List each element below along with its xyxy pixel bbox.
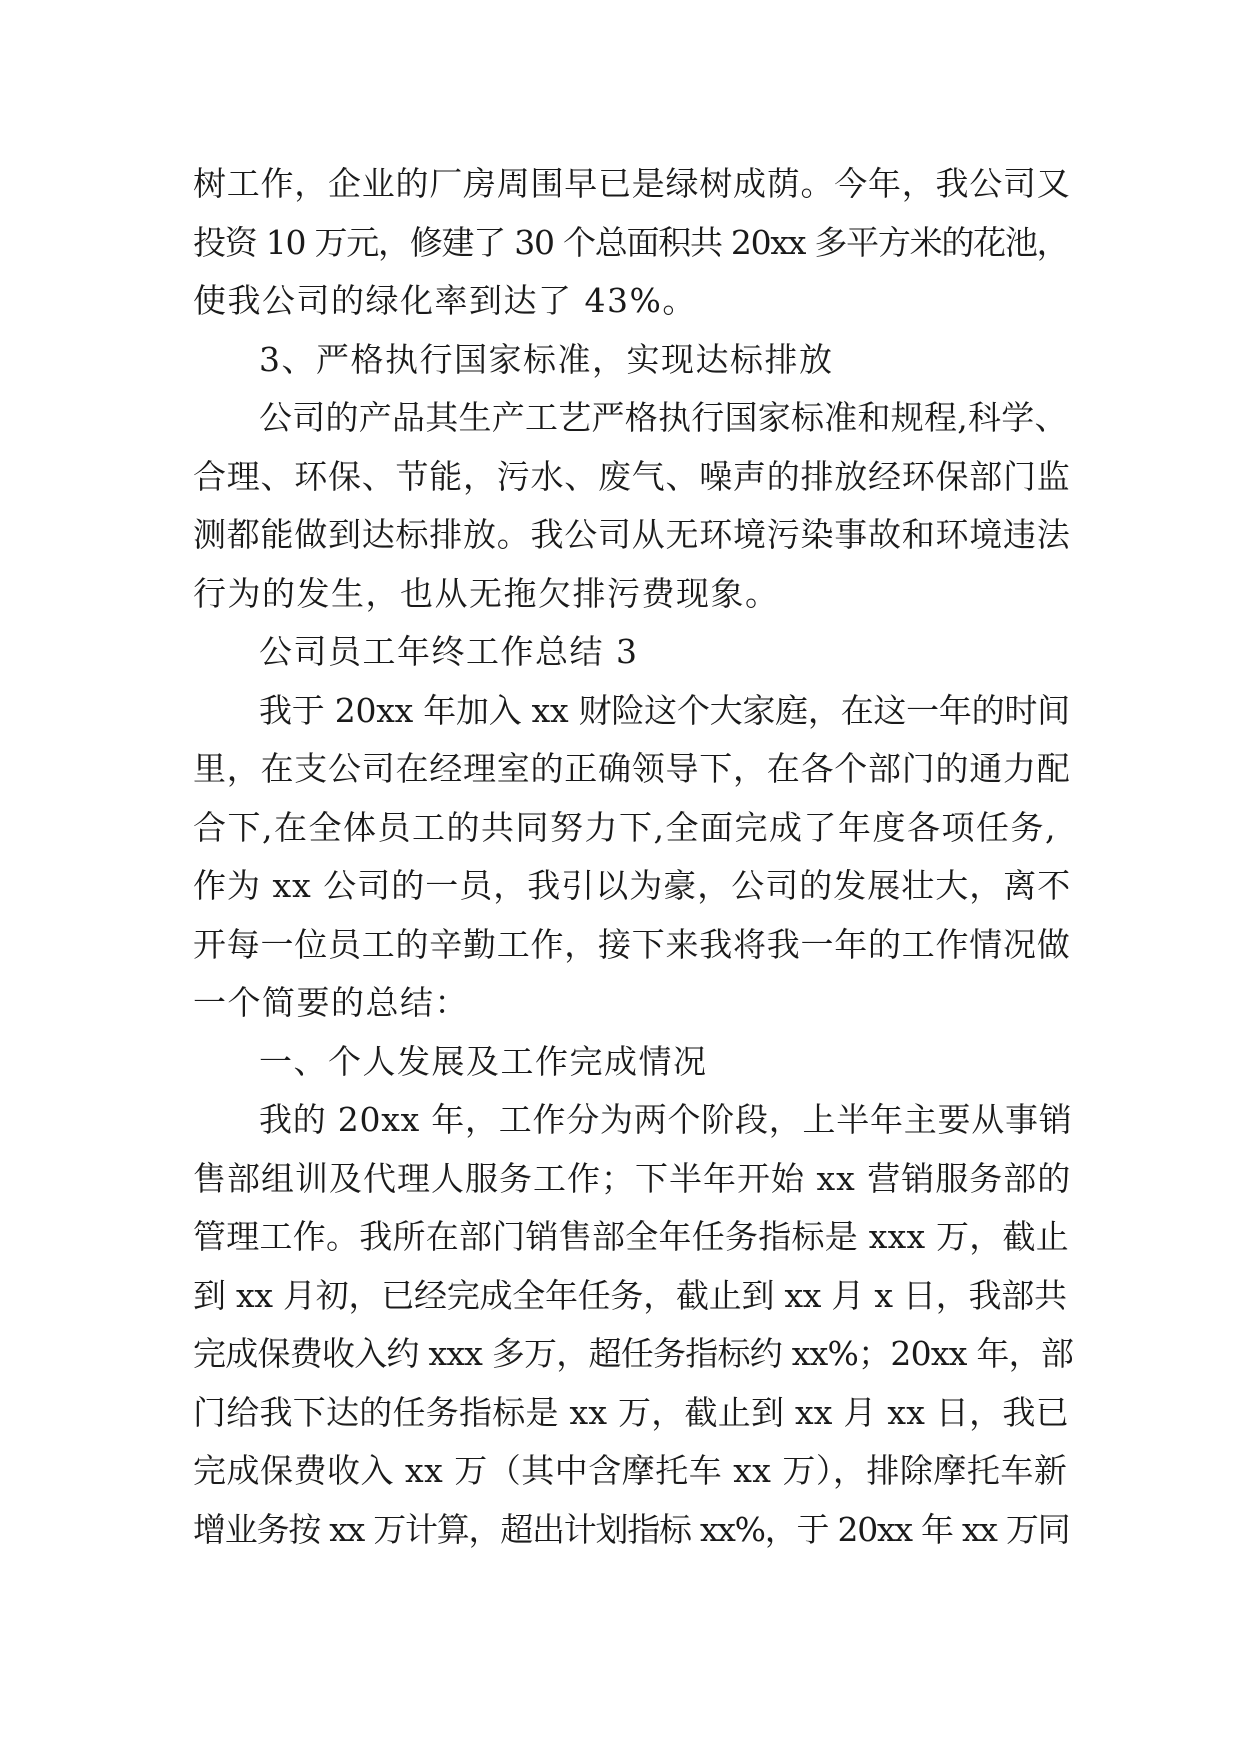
text-line: 完成保费收入约 xxx 多万，超任务指标约 xx%；20xx 年，部 [193,1334,1074,1373]
text-line: 作为 xx 公司的一员，我引以为豪，公司的发展壮大，离不 [193,866,1072,905]
text-line: 我的 20xx 年，工作分为两个阶段，上半年主要从事销 [259,1100,1073,1139]
text-line: 公司的产品其生产工艺严格执行国家标准和规程,科学、 [259,398,1068,437]
text-line: 3、严格执行国家标准，实现达标排放 [259,339,834,379]
text-line: 树工作，企业的厂房周围早已是绿树成荫。今年，我公司又 [193,164,1071,203]
text-line: 一、个人发展及工作完成情况 [259,1041,708,1081]
text-line: 增业务按 xx 万计算，超出计划指标 xx%，于 20xx 年 xx 万同 [193,1509,1070,1549]
document-body [193,155,1073,1559]
text-line: 公司员工年终工作总结 3 [259,632,639,671]
text-line: 到 xx 月初，已经完成全年任务，截止到 xx 月 x 日，我部共 [193,1275,1067,1315]
text-line: 门给我下达的任务指标是 xx 万，截止到 xx 月 xx 日，我已 [193,1392,1069,1432]
text-line: 投资 10 万元，修建了 30 个总面积共 20xx 多平方米的花池， [193,222,1069,262]
text-line: 完成保费收入 xx 万（其中含摩托车 xx 万），排除摩托车新 [193,1451,1068,1490]
text-line: 合下,在全体员工的共同努力下,全面完成了年度各项任务, [193,807,1057,847]
text-line: 管理工作。我所在部门销售部全年任务指标是 xxx 万，截止 [193,1217,1070,1256]
text-line: 售部组训及代理人服务工作；下半年开始 xx 营销服务部的 [193,1158,1072,1198]
text-line: 一个简要的总结： [193,983,469,1022]
text-line: 使我公司的绿化率到达了 43%。 [193,281,697,320]
text-line: 里，在支公司在经理室的正确领导下，在各个部门的通力配 [193,749,1071,788]
text-line: 行为的发生，也从无拖欠排污费现象。 [193,573,780,613]
text-line: 我于 20xx 年加入 xx 财险这个大家庭，在这一年的时间 [259,690,1070,730]
text-line: 开每一位员工的辛勤工作，接下来我将我一年的工作情况做 [193,924,1071,964]
text-line: 合理、环保、节能，污水、废气、噪声的排放经环保部门监 [193,456,1071,496]
text-line: 测都能做到达标排放。我公司从无环境污染事故和环境违法 [193,515,1071,554]
